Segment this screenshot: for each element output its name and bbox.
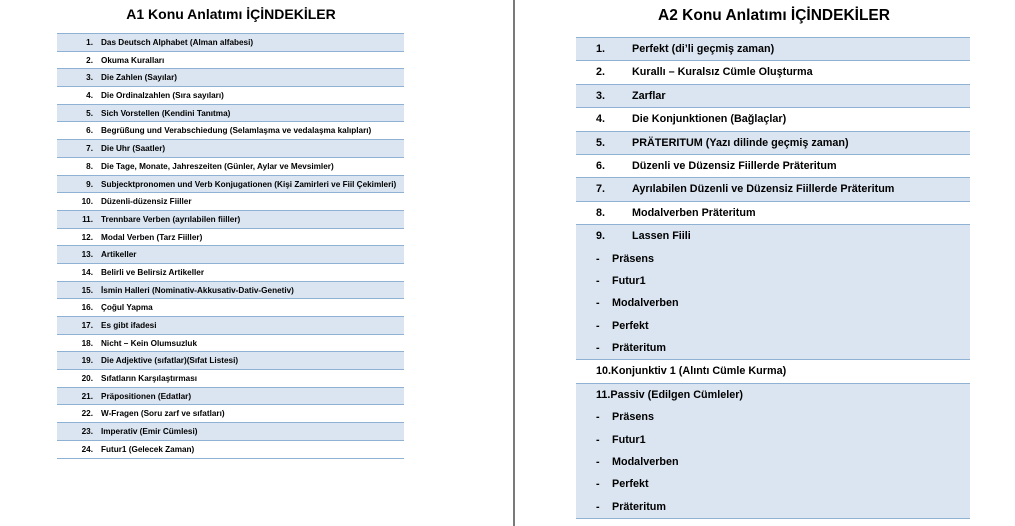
toc-entry[interactable] (57, 282, 404, 300)
toc-entry-number: 9. (596, 230, 606, 243)
toc-subentry-bullet: - (596, 411, 600, 424)
toc-subentry-label: Präteritum (612, 342, 667, 355)
toc-entry-number: 17. (81, 321, 93, 330)
toc-entry-label: Begrüßung und Verabschiedung (Selamlaşma ve vedalaşma kalıpları) (101, 126, 372, 136)
toc-entry-number: 18. (81, 338, 93, 348)
toc-entry-number: 8. (86, 161, 93, 171)
toc-subentry-bullet: - (596, 297, 600, 310)
toc-entry-row (576, 38, 970, 60)
toc-entry[interactable] (576, 225, 970, 360)
toc-entry[interactable] (57, 423, 404, 441)
toc-entry-number: 1. (86, 38, 93, 47)
toc-entry[interactable] (576, 61, 970, 84)
toc-entry-number: 10. (81, 197, 93, 207)
toc-entry-number: 1. (596, 43, 606, 55)
toc-subentry-label: Modalverben (612, 456, 679, 469)
toc-subentry-bullet: - (596, 342, 600, 355)
a2-toc-list (576, 37, 970, 519)
toc-entry-label: Die Ordinalzahlen (Sıra sayıları) (101, 91, 224, 101)
toc-entry-number: 16. (81, 303, 93, 313)
toc-entry-label: Zarflar (632, 89, 666, 102)
toc-entry-number: 4. (86, 91, 93, 101)
toc-subentry[interactable] (576, 473, 970, 495)
toc-subentry-label: Präsens (612, 411, 655, 424)
toc-entry-number: 24. (81, 444, 93, 454)
toc-entry-number: 7. (596, 183, 606, 196)
toc-subentry-bullet: - (596, 478, 600, 491)
toc-subentry[interactable] (576, 429, 970, 451)
toc-entry[interactable] (57, 246, 404, 264)
toc-entry-row (576, 155, 970, 177)
toc-entry-label: Nicht – Kein Olumsuzluk (101, 338, 197, 348)
toc-entry[interactable] (57, 158, 404, 176)
toc-entry-number: 11. (596, 388, 611, 401)
toc-subentry[interactable] (576, 337, 970, 359)
toc-entry-label: Das Deutsch Alphabet (Alman alfabesi) (101, 38, 254, 47)
a2-page (515, 0, 1015, 526)
toc-entry-number: 13. (81, 250, 93, 260)
toc-subentry-label: Modalverben (612, 297, 679, 310)
toc-entry-label: Die Zahlen (Sayılar) (101, 73, 177, 83)
toc-entry-number: 7. (86, 144, 93, 154)
toc-entry[interactable] (57, 229, 404, 247)
toc-entry[interactable] (576, 178, 970, 201)
toc-entry-number: 3. (86, 73, 93, 83)
toc-subentry-bullet: - (596, 274, 600, 287)
toc-entry-number: 15. (81, 285, 93, 295)
toc-entry-label: Kurallı – Kuralsız Cümle Oluşturma (632, 66, 813, 79)
toc-subentry-bullet: - (596, 319, 600, 332)
toc-subentry-bullet: - (596, 500, 600, 513)
toc-entry-row (576, 202, 970, 224)
toc-entry[interactable] (57, 370, 404, 388)
toc-entry-label: Präpositionen (Edatlar) (101, 391, 192, 401)
toc-entry-label: Düzenli-düzensiz Fiiller (101, 197, 192, 207)
toc-entry-label: Subjecktpronomen und Verb Konjugationen (Kişi Zamirleri ve Fiil Çekimleri) (101, 179, 397, 189)
toc-entry[interactable] (57, 105, 404, 123)
toc-subentry-label: Perfekt (612, 319, 649, 332)
toc-entry-row (576, 132, 970, 154)
toc-entry-number: 8. (596, 206, 606, 219)
toc-entry-row (576, 108, 970, 130)
toc-entry-label: Çoğul Yapma (101, 303, 153, 313)
toc-entry-label: Die Uhr (Saatler) (101, 144, 166, 154)
toc-entry-label: Belirli ve Belirsiz Artikeller (101, 267, 204, 277)
toc-entry-row (576, 85, 970, 107)
toc-entry-number: 6. (596, 159, 606, 172)
a2-toc-title: A2 Konu Anlatımı İÇİNDEKİLER (658, 7, 890, 24)
toc-entry[interactable] (57, 388, 404, 406)
toc-entry[interactable] (57, 299, 404, 317)
toc-entry-number: 2. (86, 55, 93, 65)
toc-entry-number: 2. (596, 66, 606, 79)
toc-entry-row (576, 360, 970, 382)
toc-entry-label: Die Adjektive (sıfatlar)(Sıfat Listesi) (101, 356, 239, 366)
toc-subentry-bullet: - (596, 252, 600, 265)
toc-entry-row (576, 178, 970, 200)
toc-entry-label: Lassen Fiili (632, 230, 691, 243)
toc-entry-label: Konjunktiv 1 (Alıntı Cümle Kurma) (611, 365, 787, 378)
toc-entry-number: 14. (81, 267, 93, 277)
toc-entry-number: 4. (596, 113, 606, 126)
toc-entry-label: Modal Verben (Tarz Fiiller) (101, 232, 203, 242)
a1-toc-title: A1 Konu Anlatımı İÇİNDEKİLER (126, 6, 336, 22)
toc-entry[interactable] (57, 264, 404, 282)
toc-entry-number: 9. (86, 179, 93, 189)
toc-entry[interactable] (57, 87, 404, 105)
toc-entry-label: Sıfatların Karşılaştırması (101, 374, 198, 384)
toc-entry-number: 5. (86, 108, 93, 118)
toc-entry-label: PRÄTERITUM (Yazı dilinde geçmiş zaman) (632, 136, 849, 149)
toc-entry[interactable] (57, 122, 404, 140)
toc-subentry[interactable] (576, 248, 970, 270)
toc-entry-number: 6. (86, 126, 93, 136)
toc-entry-label: İsmin Halleri (Nominativ-Akkusativ-Dativ-Genetiv) (101, 285, 294, 295)
toc-entry[interactable] (576, 108, 970, 131)
toc-subentry-label: Futur1 (612, 274, 646, 287)
toc-entry-label: Perfekt (di’li geçmiş zaman) (632, 43, 775, 55)
toc-entry-number: 12. (81, 232, 93, 242)
toc-entry[interactable] (57, 176, 404, 194)
toc-entry[interactable] (57, 193, 404, 211)
toc-entry[interactable] (57, 52, 404, 70)
toc-subentry[interactable] (576, 406, 970, 428)
toc-subentry-bullet: - (596, 433, 600, 446)
toc-entry-row (576, 225, 970, 247)
toc-entry-row (576, 384, 970, 406)
toc-subentry-label: Präsens (612, 252, 655, 265)
toc-entry[interactable] (57, 69, 404, 87)
toc-entry-label: Trennbare Verben (ayrılabilen fiiller) (101, 214, 241, 224)
toc-entry-label: Sich Vorstellen (Kendini Tanıtma) (101, 108, 231, 118)
toc-entry-label: Futur1 (Gelecek Zaman) (101, 444, 195, 454)
toc-entry-number: 19. (81, 356, 93, 366)
toc-entry-label: Es gibt ifadesi (101, 321, 157, 330)
toc-entry-number: 21. (81, 391, 93, 401)
toc-entry[interactable] (576, 38, 970, 61)
toc-entry[interactable] (57, 335, 404, 353)
toc-subentry-bullet: - (596, 456, 600, 469)
toc-subentry[interactable] (576, 315, 970, 337)
toc-entry[interactable] (57, 34, 404, 52)
toc-entry-number: 11. (82, 214, 93, 224)
toc-subentry[interactable] (576, 270, 970, 292)
toc-entry-number: 5. (596, 136, 606, 149)
toc-entry[interactable] (576, 155, 970, 178)
toc-entry[interactable] (576, 85, 970, 108)
a1-toc-list (57, 33, 404, 459)
toc-entry[interactable] (57, 352, 404, 370)
toc-entry-number: 22. (81, 409, 93, 419)
toc-entry[interactable] (57, 441, 404, 459)
toc-entry[interactable] (576, 360, 970, 383)
toc-subentry-label: Präteritum (612, 500, 667, 513)
toc-entry[interactable] (576, 202, 970, 225)
toc-entry-label: Passiv (Edilgen Cümleler) (610, 388, 744, 401)
toc-entry[interactable] (57, 140, 404, 158)
toc-entry-label: Modalverben Präteritum (632, 206, 756, 219)
toc-subentry[interactable] (576, 496, 970, 518)
toc-entry[interactable] (57, 405, 404, 423)
toc-entry-label: Imperativ (Emir Cümlesi) (101, 427, 198, 437)
toc-subentry[interactable] (576, 292, 970, 314)
toc-entry[interactable] (57, 317, 404, 335)
toc-entry-label: Die Konjunktionen (Bağlaçlar) (632, 113, 787, 126)
toc-subentry-label: Futur1 (612, 433, 646, 446)
toc-entry-label: Die Tage, Monate, Jahreszeiten (Günler, Aylar ve Mevsimler) (101, 161, 334, 171)
toc-entry-label: Ayrılabilen Düzenli ve Düzensiz Fiillerde Präteritum (632, 183, 895, 196)
toc-entry[interactable] (576, 132, 970, 155)
toc-entry-number: 23. (81, 427, 93, 437)
toc-subentry[interactable] (576, 451, 970, 473)
toc-entry-label: Artikeller (101, 250, 137, 260)
toc-entry-number: 3. (596, 89, 606, 102)
toc-subentry-label: Perfekt (612, 478, 649, 491)
toc-entry[interactable] (57, 211, 404, 229)
toc-entry-label: W-Fragen (Soru zarf ve sıfatları) (101, 409, 225, 419)
toc-entry-label: Düzenli ve Düzensiz Fiillerde Präteritum (632, 159, 837, 172)
toc-entry[interactable] (576, 384, 970, 519)
toc-entry-row (576, 61, 970, 83)
toc-entry-label: Okuma Kuralları (101, 55, 165, 65)
toc-entry-number: 20. (81, 374, 93, 384)
toc-entry-number: 10. (596, 365, 612, 378)
